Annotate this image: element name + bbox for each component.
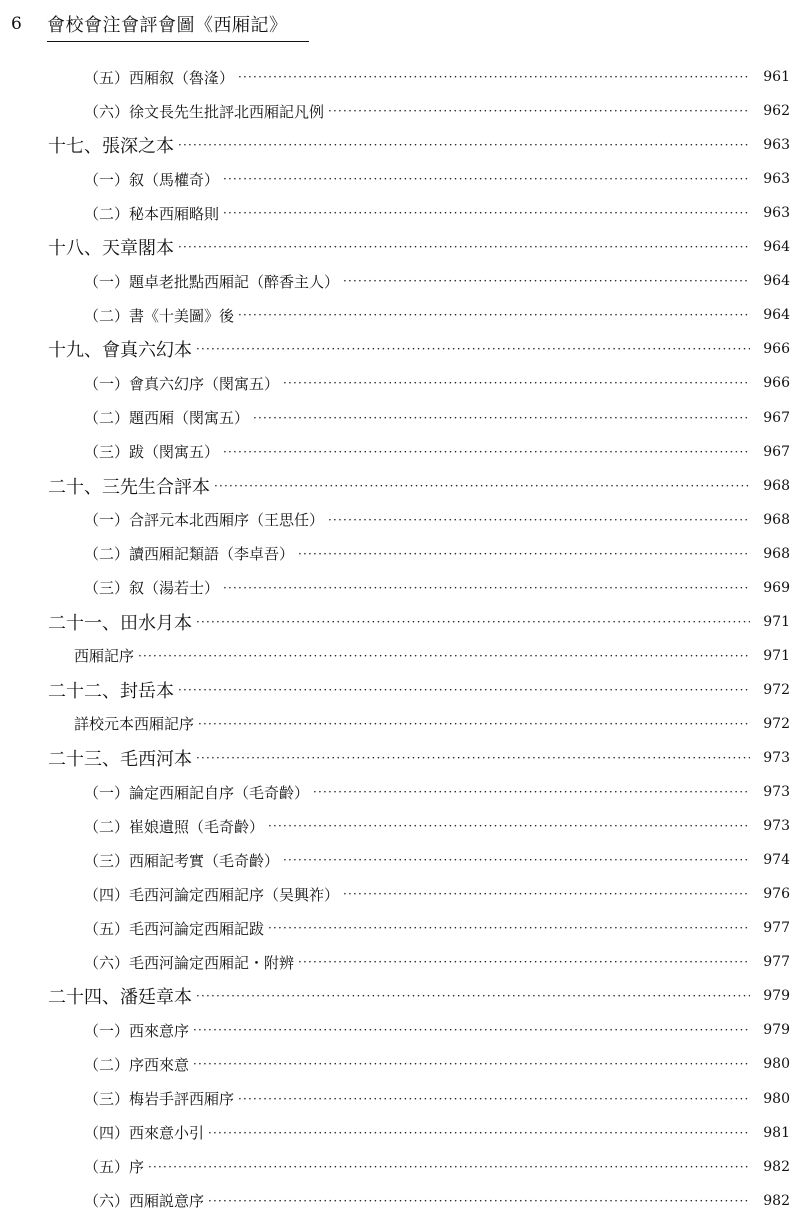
dot-leader: [214, 471, 750, 501]
toc-entry[interactable]: [84, 539, 790, 569]
dot-leader: [196, 607, 750, 637]
toc-entry-page: 968: [763, 511, 790, 528]
toc-entry-title: 二十、三先生合評本: [48, 476, 210, 498]
toc-entry-page: 972: [763, 681, 790, 698]
toc-entry-page: 977: [763, 920, 790, 937]
toc-entry[interactable]: [84, 62, 790, 92]
toc-entry-title: 十七、張深之本: [48, 136, 174, 158]
toc-entry-page: 973: [763, 750, 790, 766]
toc-entry[interactable]: [84, 505, 790, 535]
toc-entry[interactable]: [84, 266, 790, 296]
toc-entry-page: 979: [763, 988, 790, 1005]
dot-leader: [343, 266, 750, 296]
dot-leader: [196, 743, 750, 773]
toc-section-entry[interactable]: [48, 607, 790, 637]
toc-entry-page: 971: [763, 647, 790, 664]
toc-entry-page: 973: [763, 818, 790, 835]
toc-entry-title: （二）讀西厢記類語（李卓吾）: [84, 545, 295, 564]
toc-entry-page: 964: [763, 239, 790, 256]
toc-entry[interactable]: [84, 164, 790, 194]
page-number: 6: [11, 14, 22, 34]
toc-section-entry[interactable]: [48, 471, 790, 501]
toc-entry[interactable]: [84, 300, 790, 330]
toc-entry-title: （三）梅岩手評西厢序: [84, 1090, 235, 1108]
dot-leader: [193, 1015, 750, 1045]
toc-section-entry[interactable]: [48, 334, 790, 364]
dot-leader: [298, 539, 750, 569]
dot-leader: [238, 62, 750, 92]
toc-entry-page: 963: [763, 205, 790, 222]
dot-leader: [193, 1049, 750, 1079]
toc-entry[interactable]: [84, 1084, 790, 1114]
toc-entry-title: （六）徐文長先生批評北西厢記凡例: [84, 102, 325, 121]
running-title: 會校會注會評會圖《西厢記》: [47, 15, 288, 36]
toc-entry-page: 973: [763, 784, 790, 801]
dot-leader: [198, 709, 750, 739]
toc-entry-page: 976: [763, 886, 790, 903]
toc-section-entry[interactable]: [48, 232, 790, 262]
dot-leader: [196, 334, 750, 364]
toc-entry-title: （五）西厢叙（魯湰）: [84, 68, 235, 87]
toc-entry-title: （二）題西厢（閔寓五）: [84, 409, 250, 427]
toc-entry-page: 961: [763, 69, 790, 85]
toc-entry-title: 二十四、潘廷章本: [48, 987, 192, 1009]
toc-entry-page: 969: [763, 579, 790, 596]
dot-leader: [313, 777, 750, 807]
toc-entry-page: 968: [763, 545, 790, 562]
toc-entry-title: 二十三、毛西河本: [48, 749, 192, 770]
toc-entry[interactable]: [84, 198, 790, 228]
toc-entry[interactable]: [84, 947, 790, 977]
toc-entry[interactable]: [84, 1118, 790, 1148]
toc-entry-title: （二）崔娘遺照（毛奇齡）: [84, 817, 265, 836]
dot-leader: [268, 811, 750, 841]
toc-entry[interactable]: [84, 573, 790, 603]
dot-leader: [178, 675, 750, 705]
toc-section-entry[interactable]: [48, 981, 790, 1011]
toc-entry-page: 966: [763, 341, 790, 358]
toc-entry[interactable]: [84, 811, 790, 841]
toc-entry-title: （一）合評元本北西厢序（王思任）: [84, 511, 325, 530]
toc-entry-page: 980: [763, 1056, 790, 1073]
dot-leader: [238, 1084, 750, 1114]
toc-entry-title: 十九、會真六幻本: [48, 340, 192, 362]
toc-entry-title: （二）序西來意: [84, 1055, 190, 1074]
toc-entry-title: 西厢記序: [74, 647, 135, 666]
toc-entry-page: 977: [763, 954, 790, 971]
toc-entry-title: （一）論定西厢記自序（毛奇齡）: [84, 783, 310, 802]
toc-entry[interactable]: [84, 913, 790, 943]
toc-entry-page: 967: [763, 443, 790, 460]
dot-leader: [223, 437, 750, 467]
toc-entry-title: （六）西厢説意序: [84, 1192, 205, 1211]
toc-entry-title: （四）毛西河論定西厢記序（吴興祚）: [84, 885, 340, 904]
toc-entry-title: （三）叙（湯若士）: [84, 579, 220, 598]
dot-leader: [223, 164, 750, 194]
dot-leader: [196, 981, 750, 1011]
toc-entry-title: （五）序: [84, 1158, 145, 1177]
toc-entry-title: （一）西來意序: [84, 1021, 190, 1040]
toc-section-entry[interactable]: [48, 130, 790, 160]
toc-entry-page: 964: [763, 273, 790, 290]
toc-entry-page: 962: [763, 103, 790, 120]
toc-entry-title: 二十二、封岳本: [48, 680, 174, 702]
dot-leader: [283, 368, 750, 398]
toc-section-entry[interactable]: [48, 743, 790, 773]
toc-entry[interactable]: [74, 641, 790, 671]
toc-entry[interactable]: [84, 368, 790, 398]
dot-leader: [283, 845, 750, 875]
toc-entry-title: （三）跋（閔寓五）: [84, 443, 220, 462]
toc-entry-page: 971: [763, 613, 790, 630]
dot-leader: [138, 641, 750, 671]
toc-entry-title: （六）毛西河論定西厢記・附辨: [84, 953, 295, 972]
dot-leader: [178, 232, 750, 262]
toc-entry-page: 982: [763, 1192, 790, 1209]
toc-entry-title: 二十一、田水月本: [48, 612, 192, 634]
dot-leader: [268, 913, 750, 943]
toc-entry-title: （一）題卓老批點西厢記（醉香主人）: [84, 272, 340, 291]
dot-leader: [178, 130, 750, 160]
toc-entry-title: 十八、天章閣本: [48, 238, 174, 260]
toc-entry-title: （四）西來意小引: [84, 1124, 205, 1143]
toc-entry-title: （一）叙（馬權奇）: [84, 170, 220, 189]
toc-entry-page: 964: [763, 307, 790, 324]
toc-section-entry[interactable]: [48, 675, 790, 705]
toc-entry-title: （五）毛西河論定西厢記跋: [84, 919, 265, 938]
toc-entry-page: 981: [763, 1124, 790, 1141]
dot-leader: [328, 505, 750, 535]
dot-leader: [148, 1152, 750, 1182]
toc-entry-title: （一）會真六幻序（閔寓五）: [84, 374, 280, 393]
toc-entry-page: 980: [763, 1090, 790, 1107]
dot-leader: [328, 96, 750, 126]
header-rule: [47, 41, 309, 42]
toc-entry-title: （二）書《十美圖》後: [84, 306, 235, 325]
toc-entry[interactable]: [84, 879, 790, 909]
toc-entry-page: 982: [763, 1158, 790, 1175]
toc-entry-page: 966: [763, 375, 790, 392]
dot-leader: [223, 573, 750, 603]
dot-leader: [208, 1118, 750, 1148]
toc-entry-page: 974: [763, 852, 790, 869]
toc-entry[interactable]: [84, 1186, 790, 1216]
dot-leader: [238, 300, 750, 330]
toc-entry-page: 972: [763, 715, 790, 732]
toc-entry[interactable]: [84, 437, 790, 467]
dot-leader: [343, 879, 750, 909]
dot-leader: [223, 198, 750, 228]
toc-entry[interactable]: [84, 1049, 790, 1079]
toc-entry-title: 詳校元本西厢記序: [74, 715, 195, 734]
toc-entry[interactable]: [84, 1015, 790, 1045]
toc-entry-page: 963: [763, 171, 790, 188]
toc-entry-page: 979: [763, 1022, 790, 1039]
toc-entry[interactable]: [74, 709, 790, 739]
toc-entry[interactable]: [84, 845, 790, 875]
toc-entry-page: 968: [763, 477, 790, 494]
dot-leader: [298, 947, 750, 977]
page-header: [0, 0, 800, 44]
toc-entry[interactable]: [84, 1152, 790, 1182]
toc-entry-page: 963: [763, 137, 790, 154]
toc-entry[interactable]: [84, 403, 790, 433]
toc-entry-title: （二）秘本西厢略則: [84, 204, 220, 223]
toc-entry[interactable]: [84, 777, 790, 807]
toc-entry[interactable]: [84, 96, 790, 126]
dot-leader: [253, 403, 750, 433]
toc-entry-title: （三）西厢記考實（毛奇齡）: [84, 851, 280, 870]
toc-entry-page: 967: [763, 409, 790, 426]
dot-leader: [208, 1186, 750, 1216]
